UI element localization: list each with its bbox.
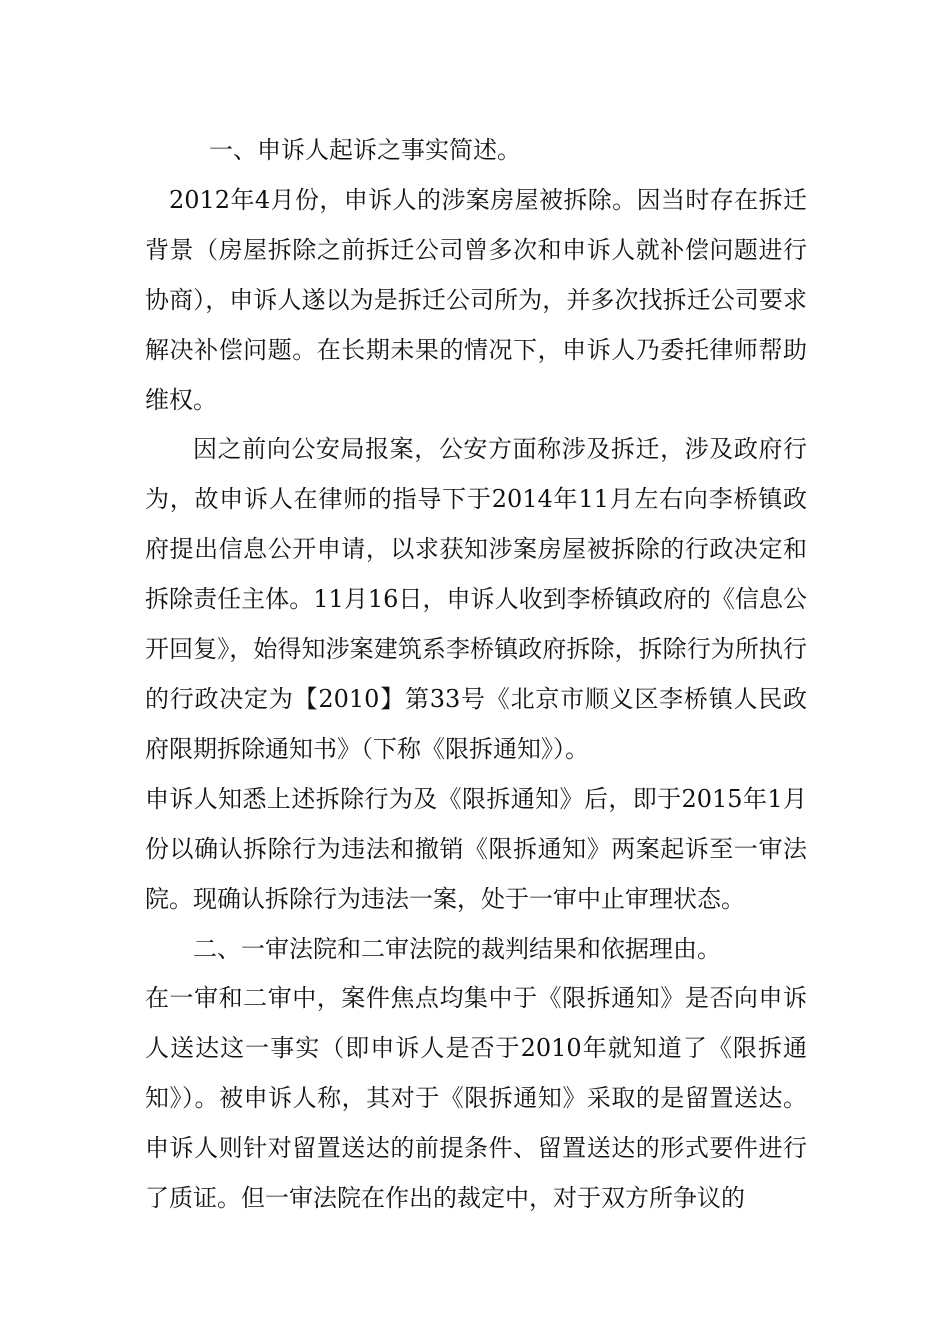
section-heading-2: 二、一审法院和二审法院的裁判结果和依据理由。 <box>193 934 721 963</box>
document-body <box>145 126 807 1224</box>
paragraph-facts-2: 因之前向公安局报案，公安方面称涉及拆迁，涉及政府行为，故申诉人在律师的指导下于2014年11月左右向李桥镇政府提出信息公开申请，以求获知涉案房屋被拆除的行政决定和拆除责任主体。11月16日，申诉人收到李桥镇政府的《信息公开回复》，始得知涉案建筑系李桥镇政府拆除，拆除行为所执行的行政决定为【2010】第33号《北京市顺义区李桥镇人民政府限期拆除通知书》（下称《限拆通知》）。 <box>145 435 807 763</box>
paragraph-facts-1: 2012年4月份，申诉人的涉案房屋被拆除。因当时存在拆迁背景（房屋拆除之前拆迁公司曾多次和申诉人就补偿问题进行协商），申诉人遂以为是拆迁公司所为，并多次找拆迁公司要求解决补偿问题。在长期未果的情况下，申诉人乃委托律师帮助维权。 <box>145 185 807 414</box>
paragraph-facts-3: 申诉人知悉上述拆除行为及《限拆通知》后，即于2015年1月份以确认拆除行为违法和撤销《限拆通知》两案起诉至一审法院。现确认拆除行为违法一案，处于一审中止审理状态。 <box>145 784 807 913</box>
section-heading-1: 一、申诉人起诉之事实简述。 <box>209 136 521 164</box>
paragraph-judgment-1: 在一审和二审中，案件焦点均集中于《限拆通知》是否向申诉人送达这一事实（即申诉人是否于2010年就知道了《限拆通知》）。被申诉人称，其对于《限拆通知》采取的是留置送达。申诉人则针对留置送达的前提条件、留置送达的形式要件进行了质证。但一审法院在作出的裁定中，对于双方所争议的 <box>145 984 807 1213</box>
